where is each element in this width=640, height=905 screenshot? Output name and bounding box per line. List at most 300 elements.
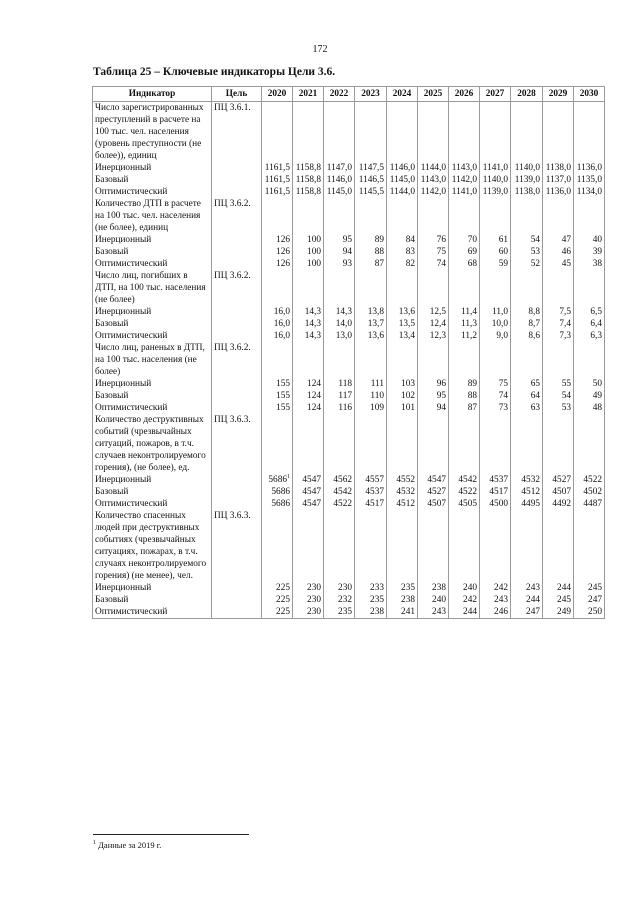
value-text: 39 (592, 247, 602, 257)
value-cell (449, 378, 480, 390)
value-text: 14,3 (335, 307, 352, 317)
value-text: 1161,5 (264, 175, 290, 185)
value-cell (480, 582, 511, 594)
value-text: 64 (530, 391, 540, 401)
value-cell (511, 594, 543, 606)
value-text: 4547 (302, 499, 321, 509)
value-text: 1135,0 (576, 175, 602, 185)
value-text: 94 (342, 247, 352, 257)
value-cell (480, 498, 511, 510)
value-cell (418, 318, 449, 330)
value-cell (449, 234, 480, 246)
value-text: 8,8 (528, 307, 540, 317)
value-cell (262, 606, 293, 619)
value-text: 4532 (521, 475, 540, 485)
scenario-row (93, 330, 605, 342)
value-cell (262, 474, 293, 486)
value-text: 52 (530, 259, 540, 269)
value-text: 11,2 (461, 331, 477, 341)
value-cell (387, 258, 418, 270)
footnote-marker: 1 (93, 840, 96, 847)
scenario-row (93, 390, 605, 402)
value-cell (480, 486, 511, 498)
empty-cell (212, 498, 262, 510)
empty-cell (212, 258, 262, 270)
empty-cell (387, 198, 418, 234)
empty-cell (449, 270, 480, 306)
value-text: 4527 (427, 487, 446, 497)
column-header: 2029 (543, 87, 574, 102)
value-text: 4552 (396, 475, 415, 485)
scenario-label: Оптимистический (93, 498, 212, 510)
value-text: 4547 (302, 487, 321, 497)
value-text: 1145,0 (326, 187, 352, 197)
empty-cell (324, 342, 355, 378)
value-text: 96 (436, 379, 446, 389)
value-cell (324, 306, 355, 318)
value-cell (574, 498, 605, 510)
value-text: 230 (307, 583, 321, 593)
value-cell (324, 582, 355, 594)
value-cell (324, 186, 355, 198)
value-cell (480, 186, 511, 198)
value-text: 155 (276, 391, 290, 401)
empty-cell (355, 270, 387, 306)
value-text: 54 (561, 391, 571, 401)
value-cell (418, 606, 449, 619)
value-cell (262, 330, 293, 342)
value-cell (543, 402, 574, 414)
empty-cell (574, 414, 605, 474)
value-text: 48 (592, 403, 602, 413)
empty-cell (262, 102, 293, 163)
value-cell (293, 474, 324, 486)
value-cell (387, 318, 418, 330)
empty-cell (355, 102, 387, 163)
value-cell (574, 162, 605, 174)
indicator-name: Число лиц, раненых в ДТП, на 100 тыс. населения (не более) (93, 342, 212, 378)
value-text: 225 (276, 595, 290, 605)
value-cell (574, 594, 605, 606)
value-cell (574, 378, 605, 390)
scenario-label: Инерционный (93, 474, 212, 486)
value-cell (418, 186, 449, 198)
empty-cell (262, 342, 293, 378)
scenario-row (93, 162, 605, 174)
empty-cell (212, 606, 262, 619)
value-text: 63 (530, 403, 540, 413)
empty-cell (511, 342, 543, 378)
value-text: 230 (338, 583, 352, 593)
scenario-row (93, 378, 605, 390)
value-cell (574, 174, 605, 186)
value-cell (324, 378, 355, 390)
value-text: 16,0 (273, 307, 290, 317)
value-cell (355, 306, 387, 318)
value-text: 4502 (583, 487, 602, 497)
value-text: 53 (530, 247, 540, 257)
value-cell (355, 474, 387, 486)
empty-cell (543, 342, 574, 378)
value-cell (574, 306, 605, 318)
column-header: 2022 (324, 87, 355, 102)
indicator-goal: ПЦ 3.6.3. (212, 414, 262, 474)
value-text: 75 (498, 379, 508, 389)
column-header: Индикатор (93, 87, 212, 102)
empty-cell (212, 594, 262, 606)
empty-cell (543, 102, 574, 163)
empty-cell (212, 318, 262, 330)
value-cell (511, 318, 543, 330)
column-header: 2023 (355, 87, 387, 102)
value-cell (543, 258, 574, 270)
value-cell (449, 186, 480, 198)
value-cell (324, 498, 355, 510)
indicator-row (93, 102, 605, 163)
value-text: 13,8 (367, 307, 384, 317)
value-text: 1158,8 (295, 163, 321, 173)
value-cell (449, 498, 480, 510)
empty-cell (449, 510, 480, 582)
value-text: 12,3 (429, 331, 446, 341)
value-cell (293, 330, 324, 342)
value-cell (355, 606, 387, 619)
value-cell (262, 486, 293, 498)
value-text: 100 (307, 247, 321, 257)
value-text: 12,4 (429, 319, 446, 329)
value-text: 60 (498, 247, 508, 257)
value-text: 94 (436, 403, 446, 413)
empty-cell (480, 270, 511, 306)
value-cell (355, 330, 387, 342)
scenario-row (93, 318, 605, 330)
value-text: 7,3 (559, 331, 571, 341)
value-text: 124 (307, 403, 321, 413)
value-text: 238 (432, 583, 446, 593)
value-cell (387, 330, 418, 342)
value-cell (511, 234, 543, 246)
column-header: 2028 (511, 87, 543, 102)
value-cell (480, 234, 511, 246)
value-cell (574, 606, 605, 619)
value-cell (387, 402, 418, 414)
scenario-row (93, 594, 605, 606)
value-cell (511, 378, 543, 390)
value-text: 1144,0 (420, 163, 446, 173)
value-text: 1139,0 (482, 187, 508, 197)
value-text: 8,7 (528, 319, 540, 329)
value-text: 1138,0 (545, 163, 571, 173)
value-text: 75 (436, 247, 446, 257)
value-text: 11,4 (461, 307, 477, 317)
scenario-row (93, 234, 605, 246)
value-cell (574, 402, 605, 414)
value-text: 4492 (552, 499, 571, 509)
value-cell (262, 234, 293, 246)
value-cell (355, 390, 387, 402)
scenario-label: Базовый (93, 174, 212, 186)
empty-cell (355, 510, 387, 582)
value-cell (418, 258, 449, 270)
empty-cell (262, 270, 293, 306)
value-cell (387, 306, 418, 318)
scenario-row (93, 486, 605, 498)
value-cell (511, 186, 543, 198)
empty-cell (574, 198, 605, 234)
value-text: 74 (436, 259, 446, 269)
value-text: 89 (374, 235, 384, 245)
value-text: 1158,8 (295, 175, 321, 185)
empty-cell (355, 198, 387, 234)
value-cell (387, 186, 418, 198)
value-text: 68 (467, 259, 477, 269)
value-cell (449, 258, 480, 270)
value-cell (543, 318, 574, 330)
value-text: 14,0 (335, 319, 352, 329)
empty-cell (387, 270, 418, 306)
value-text: 238 (401, 595, 415, 605)
empty-cell (212, 486, 262, 498)
scenario-row (93, 498, 605, 510)
empty-cell (324, 198, 355, 234)
value-cell (480, 306, 511, 318)
empty-cell (480, 510, 511, 582)
value-text: 126 (276, 259, 290, 269)
indicator-row (93, 270, 605, 306)
value-cell (511, 306, 543, 318)
value-text: 4517 (365, 499, 384, 509)
value-text: 242 (463, 595, 477, 605)
value-text: 238 (370, 607, 384, 617)
value-text: 1134,0 (576, 187, 602, 197)
value-cell (324, 402, 355, 414)
value-cell (574, 582, 605, 594)
indicator-goal: ПЦ 3.6.2. (212, 270, 262, 306)
value-cell (480, 174, 511, 186)
value-text: 243 (432, 607, 446, 617)
value-text: 93 (342, 259, 352, 269)
value-cell (355, 234, 387, 246)
value-text: 4507 (427, 499, 446, 509)
value-text: 95 (342, 235, 352, 245)
value-text: 247 (526, 607, 540, 617)
empty-cell (543, 510, 574, 582)
value-text: 243 (494, 595, 508, 605)
value-cell (324, 390, 355, 402)
empty-cell (418, 342, 449, 378)
value-text: 249 (557, 607, 571, 617)
value-cell (543, 474, 574, 486)
value-cell (324, 234, 355, 246)
value-cell (449, 606, 480, 619)
value-text: 245 (588, 583, 602, 593)
value-cell (418, 174, 449, 186)
value-cell (293, 186, 324, 198)
value-cell (543, 378, 574, 390)
value-text: 232 (338, 595, 352, 605)
value-text: 4517 (489, 487, 508, 497)
value-text: 95 (436, 391, 446, 401)
value-text: 6,3 (590, 331, 602, 341)
value-cell (387, 174, 418, 186)
value-text: 1147,5 (358, 163, 384, 173)
value-cell (418, 402, 449, 414)
value-text: 4537 (489, 475, 508, 485)
scenario-label: Оптимистический (93, 330, 212, 342)
value-cell (418, 162, 449, 174)
value-cell (480, 402, 511, 414)
value-text: 12,5 (429, 307, 446, 317)
value-cell (574, 474, 605, 486)
value-cell (480, 246, 511, 258)
value-text: 1142,0 (451, 175, 477, 185)
empty-cell (212, 582, 262, 594)
empty-cell (262, 198, 293, 234)
empty-cell (480, 342, 511, 378)
value-text: 1146,5 (358, 175, 384, 185)
empty-cell (449, 414, 480, 474)
value-cell (543, 306, 574, 318)
value-cell (543, 174, 574, 186)
value-text: 6,5 (590, 307, 602, 317)
empty-cell (418, 270, 449, 306)
value-cell (293, 402, 324, 414)
indicator-row (93, 414, 605, 474)
value-text: 87 (467, 403, 477, 413)
value-text: 241 (401, 607, 415, 617)
value-text: 250 (588, 607, 602, 617)
value-cell (449, 474, 480, 486)
value-cell (262, 582, 293, 594)
footnote-ref: 1 (287, 473, 290, 480)
empty-cell (387, 102, 418, 163)
empty-cell (212, 246, 262, 258)
value-text: 4522 (458, 487, 477, 497)
value-cell (480, 594, 511, 606)
scenario-label: Оптимистический (93, 606, 212, 619)
value-text: 83 (405, 247, 415, 257)
value-text: 7,4 (559, 319, 571, 329)
scenario-label: Оптимистический (93, 258, 212, 270)
value-text: 233 (370, 583, 384, 593)
empty-cell (293, 102, 324, 163)
value-cell (418, 474, 449, 486)
value-cell (480, 390, 511, 402)
value-text: 54 (530, 235, 540, 245)
value-text: 53 (561, 403, 571, 413)
empty-cell (262, 510, 293, 582)
value-cell (293, 594, 324, 606)
value-cell (449, 390, 480, 402)
value-text: 74 (498, 391, 508, 401)
value-text: 243 (526, 583, 540, 593)
value-cell (293, 258, 324, 270)
empty-cell (418, 510, 449, 582)
value-cell (293, 390, 324, 402)
value-text: 102 (401, 391, 415, 401)
empty-cell (449, 102, 480, 163)
value-cell (387, 378, 418, 390)
value-cell (449, 174, 480, 186)
empty-cell (324, 510, 355, 582)
column-header: Цель (212, 87, 262, 102)
value-cell (574, 258, 605, 270)
value-text: 4547 (302, 475, 321, 485)
empty-cell (543, 198, 574, 234)
value-cell (355, 318, 387, 330)
value-cell (418, 582, 449, 594)
empty-cell (212, 474, 262, 486)
scenario-label: Инерционный (93, 234, 212, 246)
value-cell (293, 234, 324, 246)
value-text: 4547 (427, 475, 446, 485)
value-cell (293, 174, 324, 186)
value-text: 101 (401, 403, 415, 413)
value-text: 1140,0 (482, 175, 508, 185)
value-cell (511, 606, 543, 619)
value-text: 88 (374, 247, 384, 257)
value-text: 76 (436, 235, 446, 245)
value-cell (511, 330, 543, 342)
value-cell (355, 594, 387, 606)
empty-cell (324, 414, 355, 474)
value-text: 9,0 (496, 331, 508, 341)
value-text: 1158,8 (295, 187, 321, 197)
value-text: 155 (276, 379, 290, 389)
value-cell (387, 246, 418, 258)
indicator-row (93, 198, 605, 234)
scenario-row (93, 606, 605, 619)
value-text: 4542 (458, 475, 477, 485)
value-text: 4557 (365, 475, 384, 485)
indicator-name: Число зарегистрированных преступлений в расчете на 100 тыс. чел. населения (уровень преступности (не более)), единиц (93, 102, 212, 163)
value-text: 116 (338, 403, 352, 413)
empty-cell (262, 414, 293, 474)
value-text: 46 (561, 247, 571, 257)
value-cell (262, 390, 293, 402)
value-text: 45 (561, 259, 571, 269)
value-cell (511, 402, 543, 414)
value-cell (574, 186, 605, 198)
empty-cell (212, 330, 262, 342)
scenario-label: Базовый (93, 318, 212, 330)
empty-cell (387, 414, 418, 474)
value-cell (262, 174, 293, 186)
value-text: 10,0 (491, 319, 508, 329)
empty-cell (324, 102, 355, 163)
value-text: 126 (276, 247, 290, 257)
value-cell (262, 378, 293, 390)
value-cell (293, 606, 324, 619)
value-text: 7,5 (559, 307, 571, 317)
value-text: 1146,0 (389, 163, 415, 173)
indicator-goal: ПЦ 3.6.3. (212, 510, 262, 582)
value-text: 73 (498, 403, 508, 413)
empty-cell (212, 390, 262, 402)
value-text: 4500 (489, 499, 508, 509)
value-text: 1147,0 (326, 163, 352, 173)
value-text: 65 (530, 379, 540, 389)
value-cell (543, 606, 574, 619)
value-cell (543, 330, 574, 342)
value-text: 235 (370, 595, 384, 605)
empty-cell (324, 270, 355, 306)
value-cell (293, 582, 324, 594)
value-text: 4487 (583, 499, 602, 509)
value-cell (324, 606, 355, 619)
value-text: 13,5 (398, 319, 415, 329)
empty-cell (355, 342, 387, 378)
